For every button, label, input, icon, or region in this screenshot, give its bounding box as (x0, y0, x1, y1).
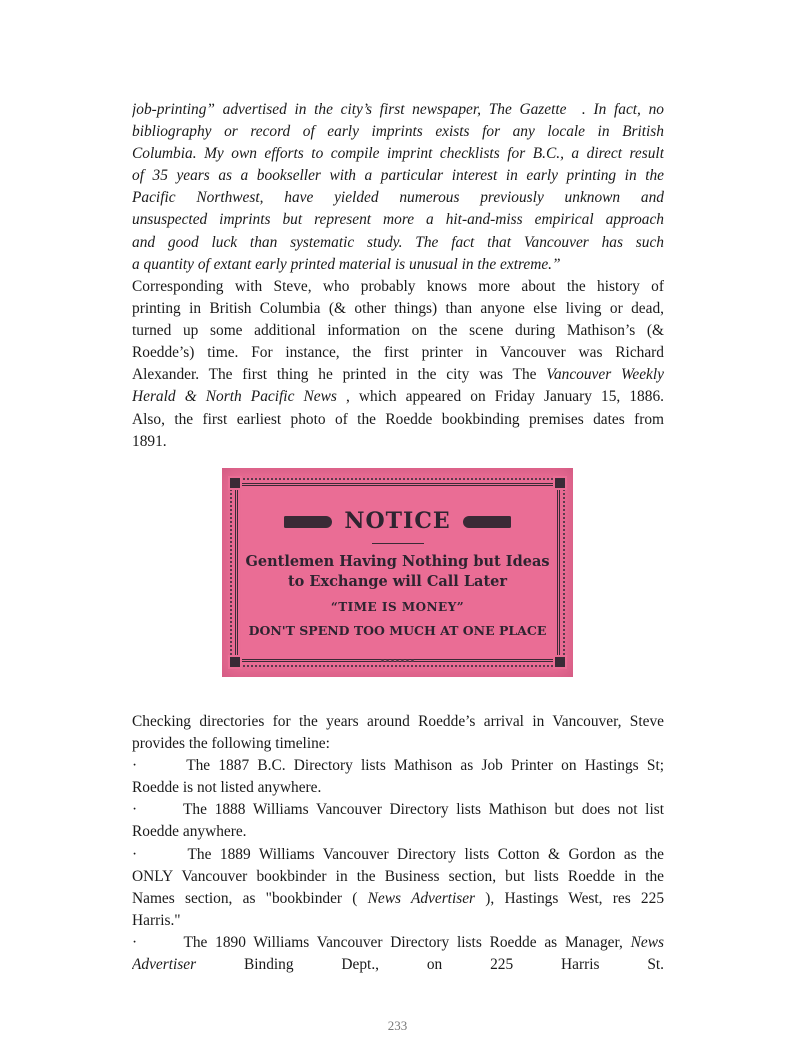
pointing-hand-icon (463, 516, 511, 528)
bullet-line: ONLY Vancouver bookbinder in the Business section, but lists Roedde in the (132, 867, 664, 885)
notice-title: NOTICE (344, 508, 451, 534)
text-line (132, 386, 664, 408)
newspaper-title: News (630, 933, 664, 951)
notice-line: Gentlemen Having Nothing but Ideas (245, 553, 550, 570)
text-line: Roedde’s) time. For instance, the first printer in Vancouver was Richard (132, 344, 664, 362)
quote-line: unsuspected imprints but represent more a hit-and-miss empirical approach (132, 211, 664, 229)
text-line: provides the following timeline: (132, 735, 330, 753)
quote-line: Columbia. My own efforts to compile imprint checklists for B.C., a direct result (132, 145, 664, 163)
quote-line: job-printing” advertised in the city’s first newspaper, The Gazette . In fact, no (132, 101, 664, 118)
newspaper-title: News Advertiser (367, 889, 476, 907)
printer-imprint: ▪ ▪ ▪ ▪ ▪ ▪ ▪ (380, 658, 415, 664)
text-line (132, 364, 664, 386)
quote-line: a quantity of extant early printed material is unusual in the extreme.” (132, 255, 561, 273)
bullet-line (132, 954, 664, 976)
pointing-hand-icon (284, 516, 332, 528)
notice-line: DON'T SPEND TOO MUCH AT ONE PLACE (248, 623, 547, 638)
text-line: printing in British Columbia (& other things) than anyone else living or dead, (132, 300, 664, 318)
bullet-line: Harris." (132, 911, 181, 929)
bullet-line: · The 1887 B.C. Directory lists Mathison as Job Printer on Hastings St; (132, 757, 664, 775)
text-line: Corresponding with Steve, who probably knows more about the history of (132, 278, 664, 295)
text-span: Alexander. The first thing he printed in the city was The (132, 366, 547, 384)
paragraph-printing-history (132, 276, 664, 453)
corner-ornament (553, 476, 567, 490)
text-span: Names section, as "bookbinder ( (132, 889, 368, 907)
quote-line: of 35 years as a bookseller with a particular interest in early printing in the (132, 167, 664, 185)
text-line: Also, the first earliest photo of the Roedde bookbinding premises dates from (132, 410, 664, 428)
quote-line: and good luck than systematic study. The fact that Vancouver has such (132, 233, 664, 251)
notice-line: “TIME IS MONEY” (330, 600, 465, 614)
text-span: Binding Dept., on 225 Harris St. (196, 956, 664, 974)
bullet-line: · The 1888 Williams Vancouver Directory lists Mathison but does not list (132, 801, 664, 819)
text-line: 1891. (132, 432, 167, 450)
notice-line: to Exchange will Call Later (287, 573, 508, 590)
bullet-line: · The 1889 Williams Vancouver Directory lists Cotton & Gordon as the (132, 845, 664, 863)
quote-line: bibliography or record of early imprints exists for any locale in British (132, 123, 664, 141)
quoted-passage (132, 99, 664, 276)
quote-line: Pacific Northwest, have yielded numerous previously unknown and (132, 189, 664, 207)
bullet-line: Roedde is not listed anywhere. (132, 779, 322, 797)
text-span: · The 1890 Williams Vancouver Directory lists Roedde as Manager, (132, 933, 631, 951)
text-span: , which appeared on Friday January 15, 1886. (336, 388, 664, 406)
corner-ornament (228, 476, 242, 490)
newspaper-title: Advertiser (132, 956, 197, 974)
notice-title-row (222, 508, 573, 534)
bullet-line: Roedde anywhere. (132, 823, 247, 841)
bullet-line (132, 932, 664, 954)
newspaper-title: Herald & North Pacific News (132, 388, 337, 406)
paragraph-directory-timeline (132, 711, 664, 976)
text-line: Checking directories for the years around Roedde’s arrival in Vancouver, Steve (132, 713, 664, 730)
text-line: turned up some additional information on the scene during Mathison’s (& (132, 322, 664, 340)
notice-card-image (222, 468, 573, 677)
bullet-line (132, 888, 664, 910)
ornament-rule (372, 543, 424, 545)
newspaper-title: Vancouver Weekly (546, 366, 664, 384)
page-number: 233 (387, 1018, 408, 1033)
text-span: ), Hastings West, res 225 (475, 889, 664, 907)
